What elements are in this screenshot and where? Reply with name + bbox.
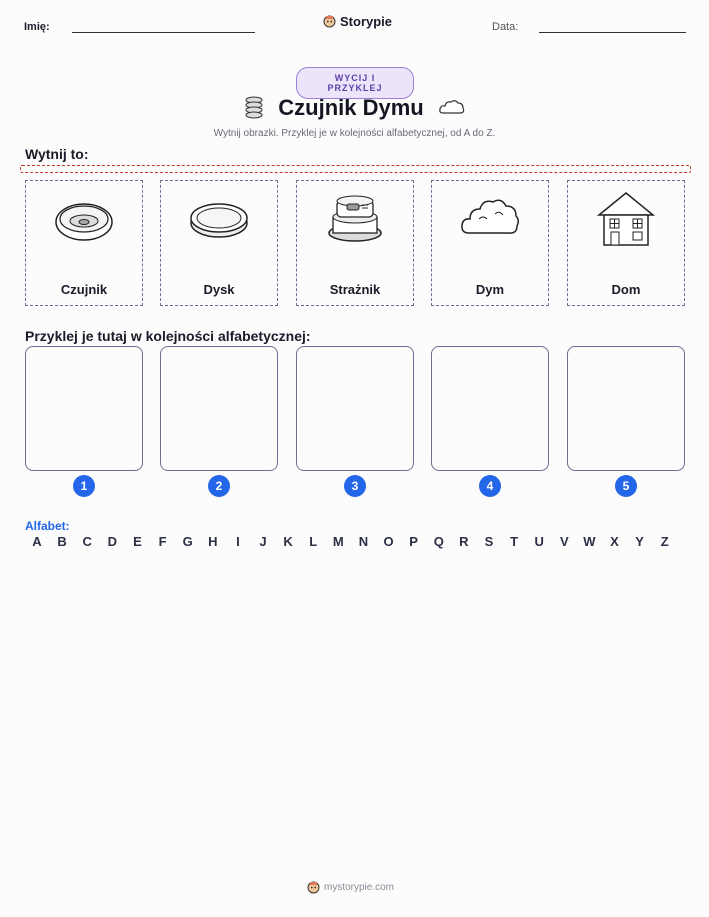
- smoke-detector-icon: [53, 189, 115, 247]
- disc-icon: [188, 189, 250, 247]
- number-badge: 4: [479, 475, 501, 497]
- number-badge: 2: [208, 475, 230, 497]
- cut-line: [20, 165, 691, 173]
- activity-badge: WYCIJ I PRZYKLEJ: [296, 67, 414, 99]
- number-badge: 3: [344, 475, 366, 497]
- cut-card-straznik[interactable]: [296, 180, 414, 306]
- storypie-mascot-icon: [307, 880, 320, 895]
- house-icon: [595, 189, 657, 247]
- card-label: Dom: [611, 282, 641, 297]
- paste-box-1[interactable]: [25, 346, 143, 471]
- letter: D: [107, 534, 118, 549]
- letter: T: [510, 534, 519, 549]
- page-title: Czujnik Dymu: [278, 95, 424, 120]
- letter: K: [283, 534, 293, 549]
- card-label: Dym: [475, 282, 505, 297]
- letter: I: [236, 534, 240, 549]
- letter: N: [358, 534, 369, 549]
- letter: V: [559, 534, 569, 549]
- date-line[interactable]: [539, 32, 686, 33]
- instructions: Wytnij obrazki. Przyklej je w kolejności alfabetycznej, od A do Z.: [213, 128, 496, 139]
- paste-box-5[interactable]: [567, 346, 685, 471]
- letter: C: [82, 534, 92, 549]
- letter: O: [383, 534, 394, 549]
- detector-stack-icon: [244, 95, 264, 121]
- letter: E: [133, 534, 142, 549]
- brand-name: Storypie: [340, 14, 393, 29]
- letter: S: [484, 534, 494, 549]
- letter: R: [459, 534, 469, 549]
- number-badge: 5: [615, 475, 637, 497]
- name-label: Imię:: [24, 21, 50, 33]
- footer-link[interactable]: mystorypie.com: [324, 882, 395, 893]
- smoke-cloud-icon: [438, 98, 466, 118]
- letter: Z: [660, 534, 669, 549]
- letter: G: [182, 534, 193, 549]
- name-line[interactable]: [72, 32, 255, 33]
- cut-heading: Wytnij to:: [25, 146, 89, 162]
- letter: P: [409, 534, 418, 549]
- card-label: Dysk: [203, 282, 235, 297]
- letter: X: [610, 534, 619, 549]
- letter: A: [32, 534, 42, 549]
- paste-heading: Przyklej je tutaj w kolejności alfabetycznej:: [25, 328, 311, 344]
- card-label: Strażnik: [329, 282, 381, 297]
- letter: H: [208, 534, 218, 549]
- title-row: [230, 93, 480, 123]
- footer: [307, 880, 394, 895]
- letter: L: [309, 534, 318, 549]
- cut-card-dom[interactable]: [567, 180, 685, 306]
- letter: F: [158, 534, 167, 549]
- alphabet-label: Alfabet:: [25, 519, 70, 533]
- letter: Q: [433, 534, 444, 549]
- storypie-mascot-icon: [323, 14, 336, 29]
- paste-box-3[interactable]: [296, 346, 414, 471]
- letter: J: [259, 534, 267, 549]
- alphabet-row: [28, 534, 674, 549]
- brand-logo: [323, 14, 392, 29]
- number-badge: 1: [73, 475, 95, 497]
- cut-card-czujnik[interactable]: [25, 180, 143, 306]
- cut-card-dym[interactable]: [431, 180, 549, 306]
- paste-box-4[interactable]: [431, 346, 549, 471]
- paste-box-2[interactable]: [160, 346, 278, 471]
- guard-device-icon: [324, 189, 386, 247]
- letter: U: [534, 534, 544, 549]
- smoke-cloud-icon: [459, 189, 521, 247]
- letter: B: [57, 534, 67, 549]
- cut-card-dysk[interactable]: [160, 180, 278, 306]
- card-label: Czujnik: [60, 282, 108, 297]
- letter: W: [583, 534, 596, 549]
- letter: Y: [635, 534, 644, 549]
- letter: M: [332, 534, 344, 549]
- date-label: Data:: [492, 21, 519, 33]
